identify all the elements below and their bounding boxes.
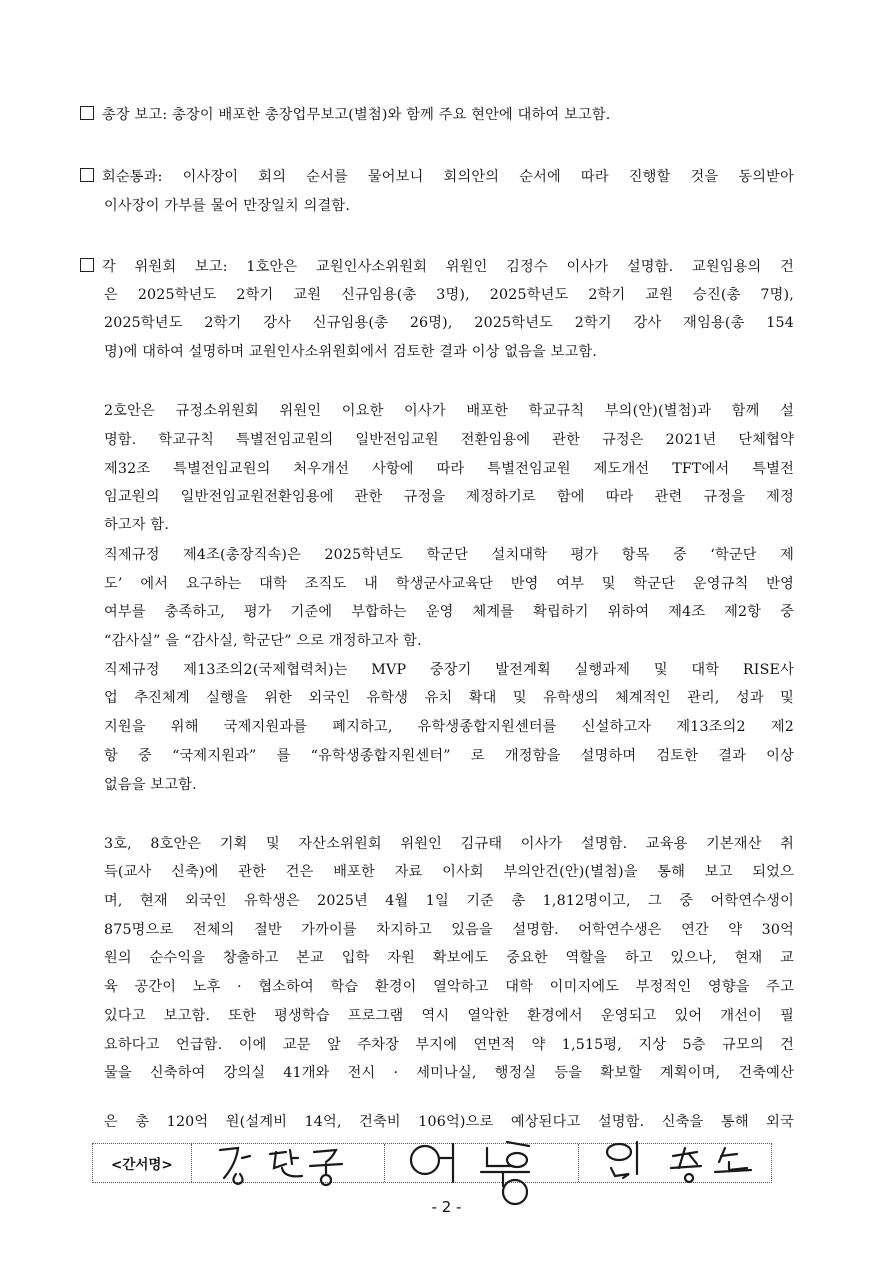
paragraph-planning-committee: 3호, 8호안은 기획 및 자산소위원회 위원인 김규태 이사가 설명함. 교육용 기본재산 취 (104, 836, 794, 852)
checkbox-bullet-icon (80, 258, 94, 272)
signature-label: <간서명> (93, 1144, 192, 1182)
text-line: 명함. 학교규칙 특별전임교원의 일반전임교원 전환임용에 관한 규정은 2021년 단체협약 (104, 432, 794, 448)
text-line: 육 공간이 노후 · 협소하여 학습 환경이 열악하고 대학 이미지에도 부정적인 영향을 주고 (104, 979, 794, 995)
text-line: 있다고 보고함. 또한 평생학습 프로그램 역시 열악한 환경에서 운영되고 있어 개선이 필 (104, 1008, 794, 1024)
handwritten-signature-icon (395, 1134, 565, 1190)
text-line: 원의 순수익을 창출하고 본교 입학 자원 확보에도 중요한 역할을 하고 있으나, 현재 교 (104, 950, 794, 966)
text-line: 며, 현재 외국인 유학생은 2025년 4월 1일 기준 총 1,812명이고, 그 중 어학연수생이 (104, 893, 794, 909)
text-line: 이사장이 가부를 물어 만장일치 의결함. (104, 198, 351, 214)
text-line: 하고자 함. (104, 517, 170, 533)
text-line: 득(교사 신축)에 관한 건은 배포한 자료 이사회 부의안건(안)(별첨)을 통해 보고 되었으 (104, 864, 794, 880)
text-line: 명)에 대하여 설명하며 교원인사소위원회에서 검토한 결과 이상 없음을 보고함. (104, 344, 598, 360)
signature-cell-2 (385, 1144, 578, 1182)
page-number: - 2 - (431, 1198, 462, 1216)
signature-cell-3 (579, 1144, 771, 1182)
handwritten-signature-icon (202, 1134, 372, 1190)
handwritten-signature-icon (589, 1134, 759, 1190)
text-line: 항 중 “국제지원과” 를 “유학생종합지원센터” 로 개정함을 설명하며 검토한 결과 이상 (104, 748, 794, 764)
paragraph-article-13-2: 직제규정 제13조의2(국제협력처)는 MVP 중장기 발전계획 실행과제 및 대학 RISE사 (104, 662, 794, 678)
text-line: 875명으로 전체의 절반 가까이를 차지하고 있음을 설명함. 어학연수생은 연간 약 30억 (104, 922, 794, 938)
text-line: 은 2025학년도 2학기 교원 신규임용(총 3명), 2025학년도 2학기 교원 승진(총 7명), (104, 287, 794, 303)
paragraph-president-report: 총장 보고: 총장이 배포한 총장업무보고(별첨)와 함께 주요 현안에 대하여 보고함. (80, 105, 794, 125)
text-line: 요하다고 언급함. 이에 교문 앞 주차장 부지에 연면적 약 1,515평, 지상 5층 규모의 건 (104, 1037, 794, 1053)
text-line: “감사실” 을 “감사실, 학군단” 으로 개정하고자 함. (104, 633, 422, 649)
text-line: 없음을 보고함. (104, 777, 197, 793)
text-line: 업 추진체계 실행을 위한 외국인 유학생 유치 확대 및 유학생의 체계적인 관리, 성과 및 (104, 690, 794, 706)
checkbox-bullet-icon (80, 106, 94, 120)
text-line: 여부를 충족하고, 평가 기준에 부합하는 운영 체계를 확립하기 위하여 제4조 제2항 중 (104, 604, 794, 620)
paragraph-agenda-approval: 회순통과: 이사장이 회의 순서를 물어보니 회의안의 순서에 따라 진행할 것을 동의받아 (80, 167, 794, 187)
paragraph-committee-report: 각 위원회 보고: 1호안은 교원인사소위원회 위원인 김정수 이사가 설명함. 교원임용의 건 (80, 257, 794, 277)
text-line: 임교원의 일반전임교원전환임용에 관한 규정을 제정하기로 함에 따라 관련 규정을 제정 (104, 489, 794, 505)
checkbox-bullet-icon (80, 168, 94, 182)
text-line: 은 총 120억 원(설계비 14억, 건축비 106억)으로 예상된다고 설명함. 신축을 통해 외국 (104, 1114, 794, 1130)
text-line: 제32조 특별전임교원의 처우개선 사항에 따라 특별전임교원 제도개선 TFT에서 특별전 (104, 461, 794, 477)
paragraph-article-4: 직제규정 제4조(총장직속)은 2025학년도 학군단 설치대학 평가 항목 중 ‘학군단 제 (104, 547, 794, 563)
text-line: 물을 신축하여 강의실 41개와 전시 · 세미나실, 행정실 등을 확보할 계획이며, 건축예산 (104, 1065, 794, 1081)
initial-signature-box (92, 1143, 772, 1183)
paragraph-regulation-committee: 2호안은 규정소위원회 위원인 이요한 이사가 배포한 학교규칙 부의(안)(별첨)과 함께 설 (104, 403, 794, 419)
text-line: 도’ 에서 요구하는 대학 조직도 내 학생군사교육단 반영 여부 및 학군단 운영규칙 반영 (104, 576, 794, 592)
text-line: 2025학년도 2학기 강사 신규임용(총 26명), 2025학년도 2학기 강사 재임용(총 154 (104, 315, 794, 331)
signature-cell-1 (192, 1144, 385, 1182)
text-line: 지원을 위해 국제지원과를 폐지하고, 유학생종합지원센터를 신설하고자 제13조의2 제2 (104, 719, 794, 735)
